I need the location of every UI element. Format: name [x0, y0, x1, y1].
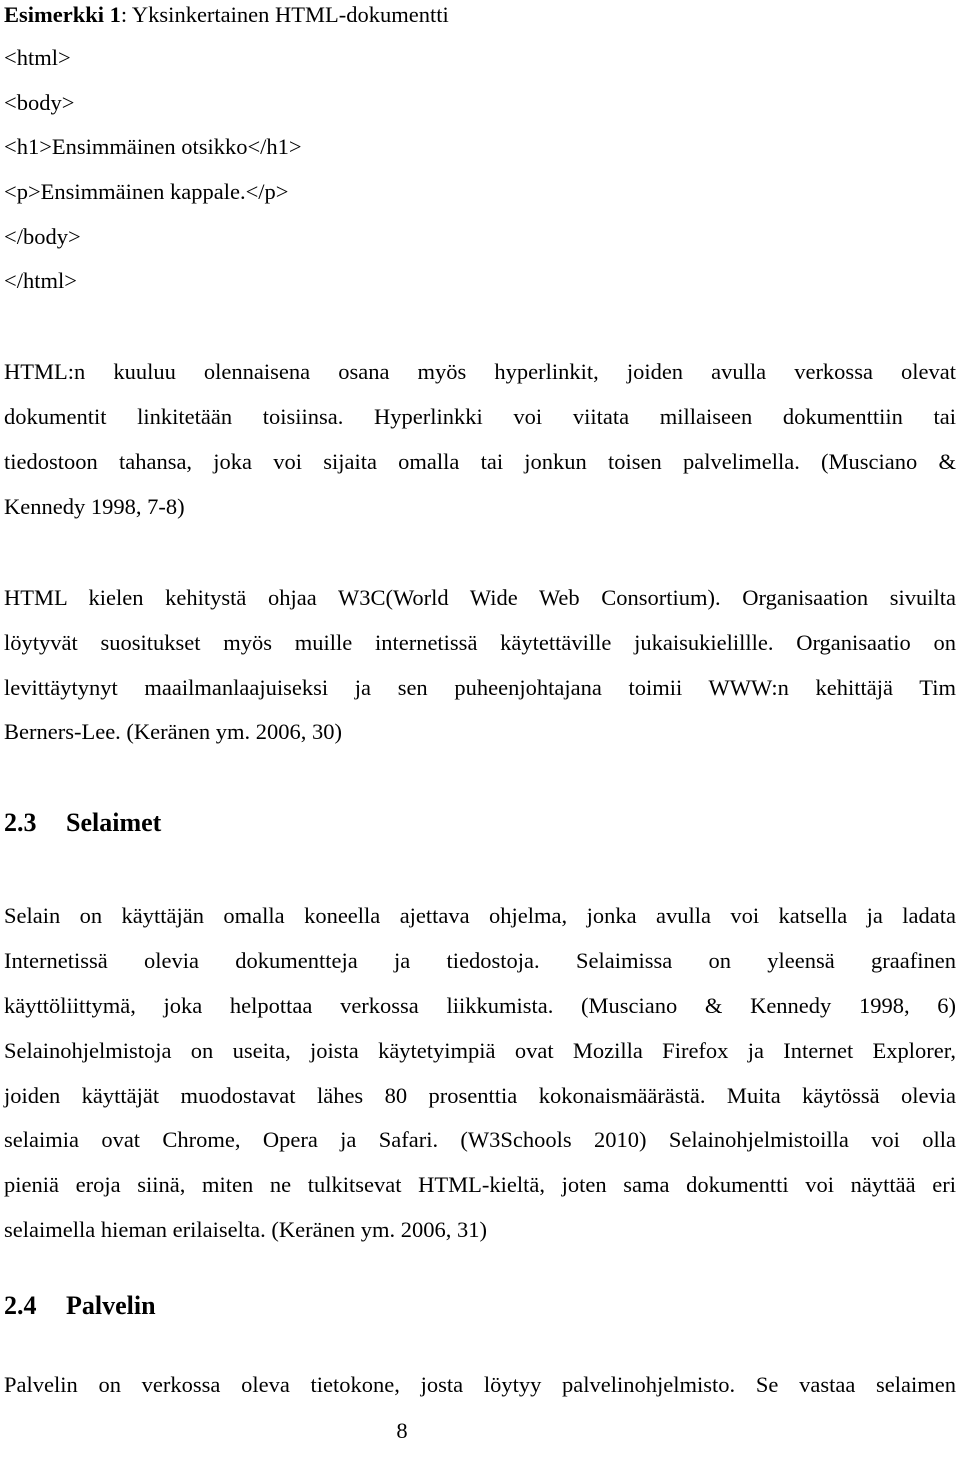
section-heading	[4, 1290, 156, 1322]
paragraph-line: käyttöliittymä, joka helpottaa verkossa liikkumista. (Musciano & Kennedy 1998, 6)	[4, 993, 956, 1018]
section-title: Palvelin	[66, 1291, 156, 1320]
code-line: <h1>Ensimmäinen otsikko</h1>	[4, 134, 302, 159]
paragraph-line: Kennedy 1998, 7-8)	[4, 494, 185, 519]
paragraph-line: Berners-Lee. (Keränen ym. 2006, 30)	[4, 719, 342, 744]
code-line: </body>	[4, 224, 81, 249]
paragraph-line: HTML:n kuuluu olennaisena osana myös hyperlinkit, joiden avulla verkossa olevat	[4, 359, 956, 384]
example-caption	[4, 0, 449, 30]
paragraph-line: levittäytynyt maailmanlaajuiseksi ja sen puheenjohtajana toimii WWW:n kehittäjä Tim	[4, 675, 956, 700]
section-number: 2.4	[4, 1291, 37, 1320]
code-line: <body>	[4, 90, 75, 115]
example-caption-text: : Yksinkertainen HTML-dokumentti	[120, 2, 449, 27]
paragraph-line: dokumentit linkitetään toisiinsa. Hyperlinkki voi viitata millaiseen dokumenttiin tai	[4, 404, 956, 429]
paragraph-line: Palvelin on verkossa oleva tietokone, josta löytyy palvelinohjelmisto. Se vastaa selaimen	[4, 1372, 956, 1397]
paragraph-line: Internetissä olevia dokumentteja ja tiedostoja. Selaimissa on yleensä graafinen	[4, 948, 956, 973]
paragraph-line: Selainohjelmistoja on useita, joista käytetyimpiä ovat Mozilla Firefox ja Internet Explorer,	[4, 1038, 956, 1063]
paragraph-line: HTML kielen kehitystä ohjaa W3C(World Wide Web Consortium). Organisaation sivuilta	[4, 585, 956, 610]
paragraph-line: Selain on käyttäjän omalla koneella ajettava ohjelma, jonka avulla voi katsella ja ladata	[4, 903, 956, 928]
paragraph-line: joiden käyttäjät muodostavat lähes 80 prosenttia kokonaismäärästä. Muita käytössä olevia	[4, 1083, 956, 1108]
paragraph-line: pieniä eroja siinä, miten ne tulkitsevat HTML-kieltä, joten sama dokumentti voi näyttää eri	[4, 1172, 956, 1197]
section-title: Selaimet	[66, 808, 162, 837]
code-line: <p>Ensimmäinen kappale.</p>	[4, 179, 289, 204]
example-label: Esimerkki 1	[4, 2, 121, 27]
section-number: 2.3	[4, 808, 37, 837]
code-line: <html>	[4, 45, 71, 70]
section-heading	[4, 807, 161, 839]
paragraph-line: selaimella hieman erilaiselta. (Keränen ym. 2006, 31)	[4, 1217, 487, 1242]
paragraph-line: tiedostoon tahansa, joka voi sijaita omalla tai jonkun toisen palvelimella. (Musciano &	[4, 449, 956, 474]
page-number: 8	[396, 1418, 408, 1443]
code-line: </html>	[4, 268, 77, 293]
paragraph-line: selaimia ovat Chrome, Opera ja Safari. (W3Schools 2010) Selainohjelmistoilla voi olla	[4, 1127, 956, 1152]
paragraph-line: löytyvät suositukset myös muille internetissä käytettäville jukaisukielillle. Organisaatio on	[4, 630, 956, 655]
